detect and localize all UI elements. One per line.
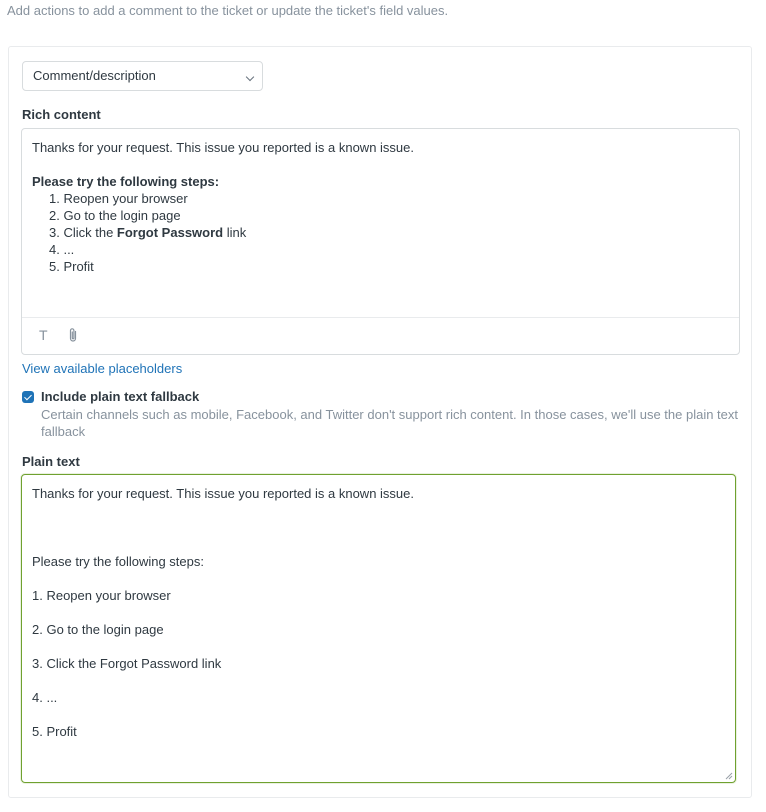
paperclip-icon[interactable]	[68, 327, 78, 346]
plain-line: Please try the following steps:	[32, 554, 204, 569]
action-type-select[interactable]	[22, 61, 263, 91]
plain-line	[32, 570, 414, 587]
fallback-hint: Certain channels such as mobile, Facebook, and Twitter don't support rich content. In those cases, we'll use the plain text fallback	[41, 407, 738, 439]
rich-line-text: 3. Click the	[49, 225, 117, 240]
plain-line	[32, 706, 414, 723]
rich-line	[32, 224, 414, 241]
rich-line-strong: Forgot Password	[116, 225, 224, 240]
plain-line: 3. Click the Forgot Password link	[32, 656, 222, 671]
plain-text-label: Plain text	[22, 454, 80, 469]
editor-toolbar	[22, 317, 739, 354]
text-format-icon[interactable]: T	[39, 327, 48, 343]
rich-content-body[interactable]	[32, 139, 414, 275]
plain-line: 4. ...	[32, 690, 58, 705]
plain-line	[32, 502, 414, 519]
rich-content-label: Rich content	[22, 107, 101, 122]
rich-line: Thanks for your request. This issue you reported is a known issue.	[32, 140, 415, 155]
plain-line	[32, 604, 414, 621]
checkmark-icon	[24, 392, 32, 400]
chevron-down-icon	[246, 73, 254, 81]
plain-line: 1. Reopen your browser	[32, 588, 171, 603]
plain-line	[32, 519, 414, 536]
plain-line: 5. Profit	[32, 724, 77, 739]
rich-content-editor[interactable]	[21, 128, 740, 355]
plain-text-editor[interactable]	[21, 474, 736, 783]
resize-handle-icon[interactable]	[725, 772, 733, 780]
rich-line: 5. Profit	[49, 259, 94, 274]
plain-text-body[interactable]	[32, 485, 414, 740]
plain-line	[32, 638, 414, 655]
plain-line: Thanks for your request. This issue you reported is a known issue.	[32, 486, 415, 501]
rich-line: Please try the following steps:	[32, 174, 220, 189]
action-type-value: Comment/description	[33, 68, 156, 83]
plain-text-fallback-checkbox[interactable]	[22, 391, 34, 403]
plain-line	[32, 536, 414, 553]
plain-line	[32, 672, 414, 689]
fallback-label: Include plain text fallback	[41, 389, 200, 404]
plain-line: 2. Go to the login page	[32, 622, 164, 637]
view-placeholders-link[interactable]: View available placeholders	[22, 361, 183, 376]
rich-line: 4. ...	[49, 242, 75, 257]
rich-line: 1. Reopen your browser	[49, 191, 188, 206]
rich-line	[32, 156, 414, 173]
rich-line: 2. Go to the login page	[49, 208, 181, 223]
rich-line-text: link	[223, 225, 247, 240]
intro-text: Add actions to add a comment to the ticket or update the ticket's field values.	[7, 3, 449, 18]
